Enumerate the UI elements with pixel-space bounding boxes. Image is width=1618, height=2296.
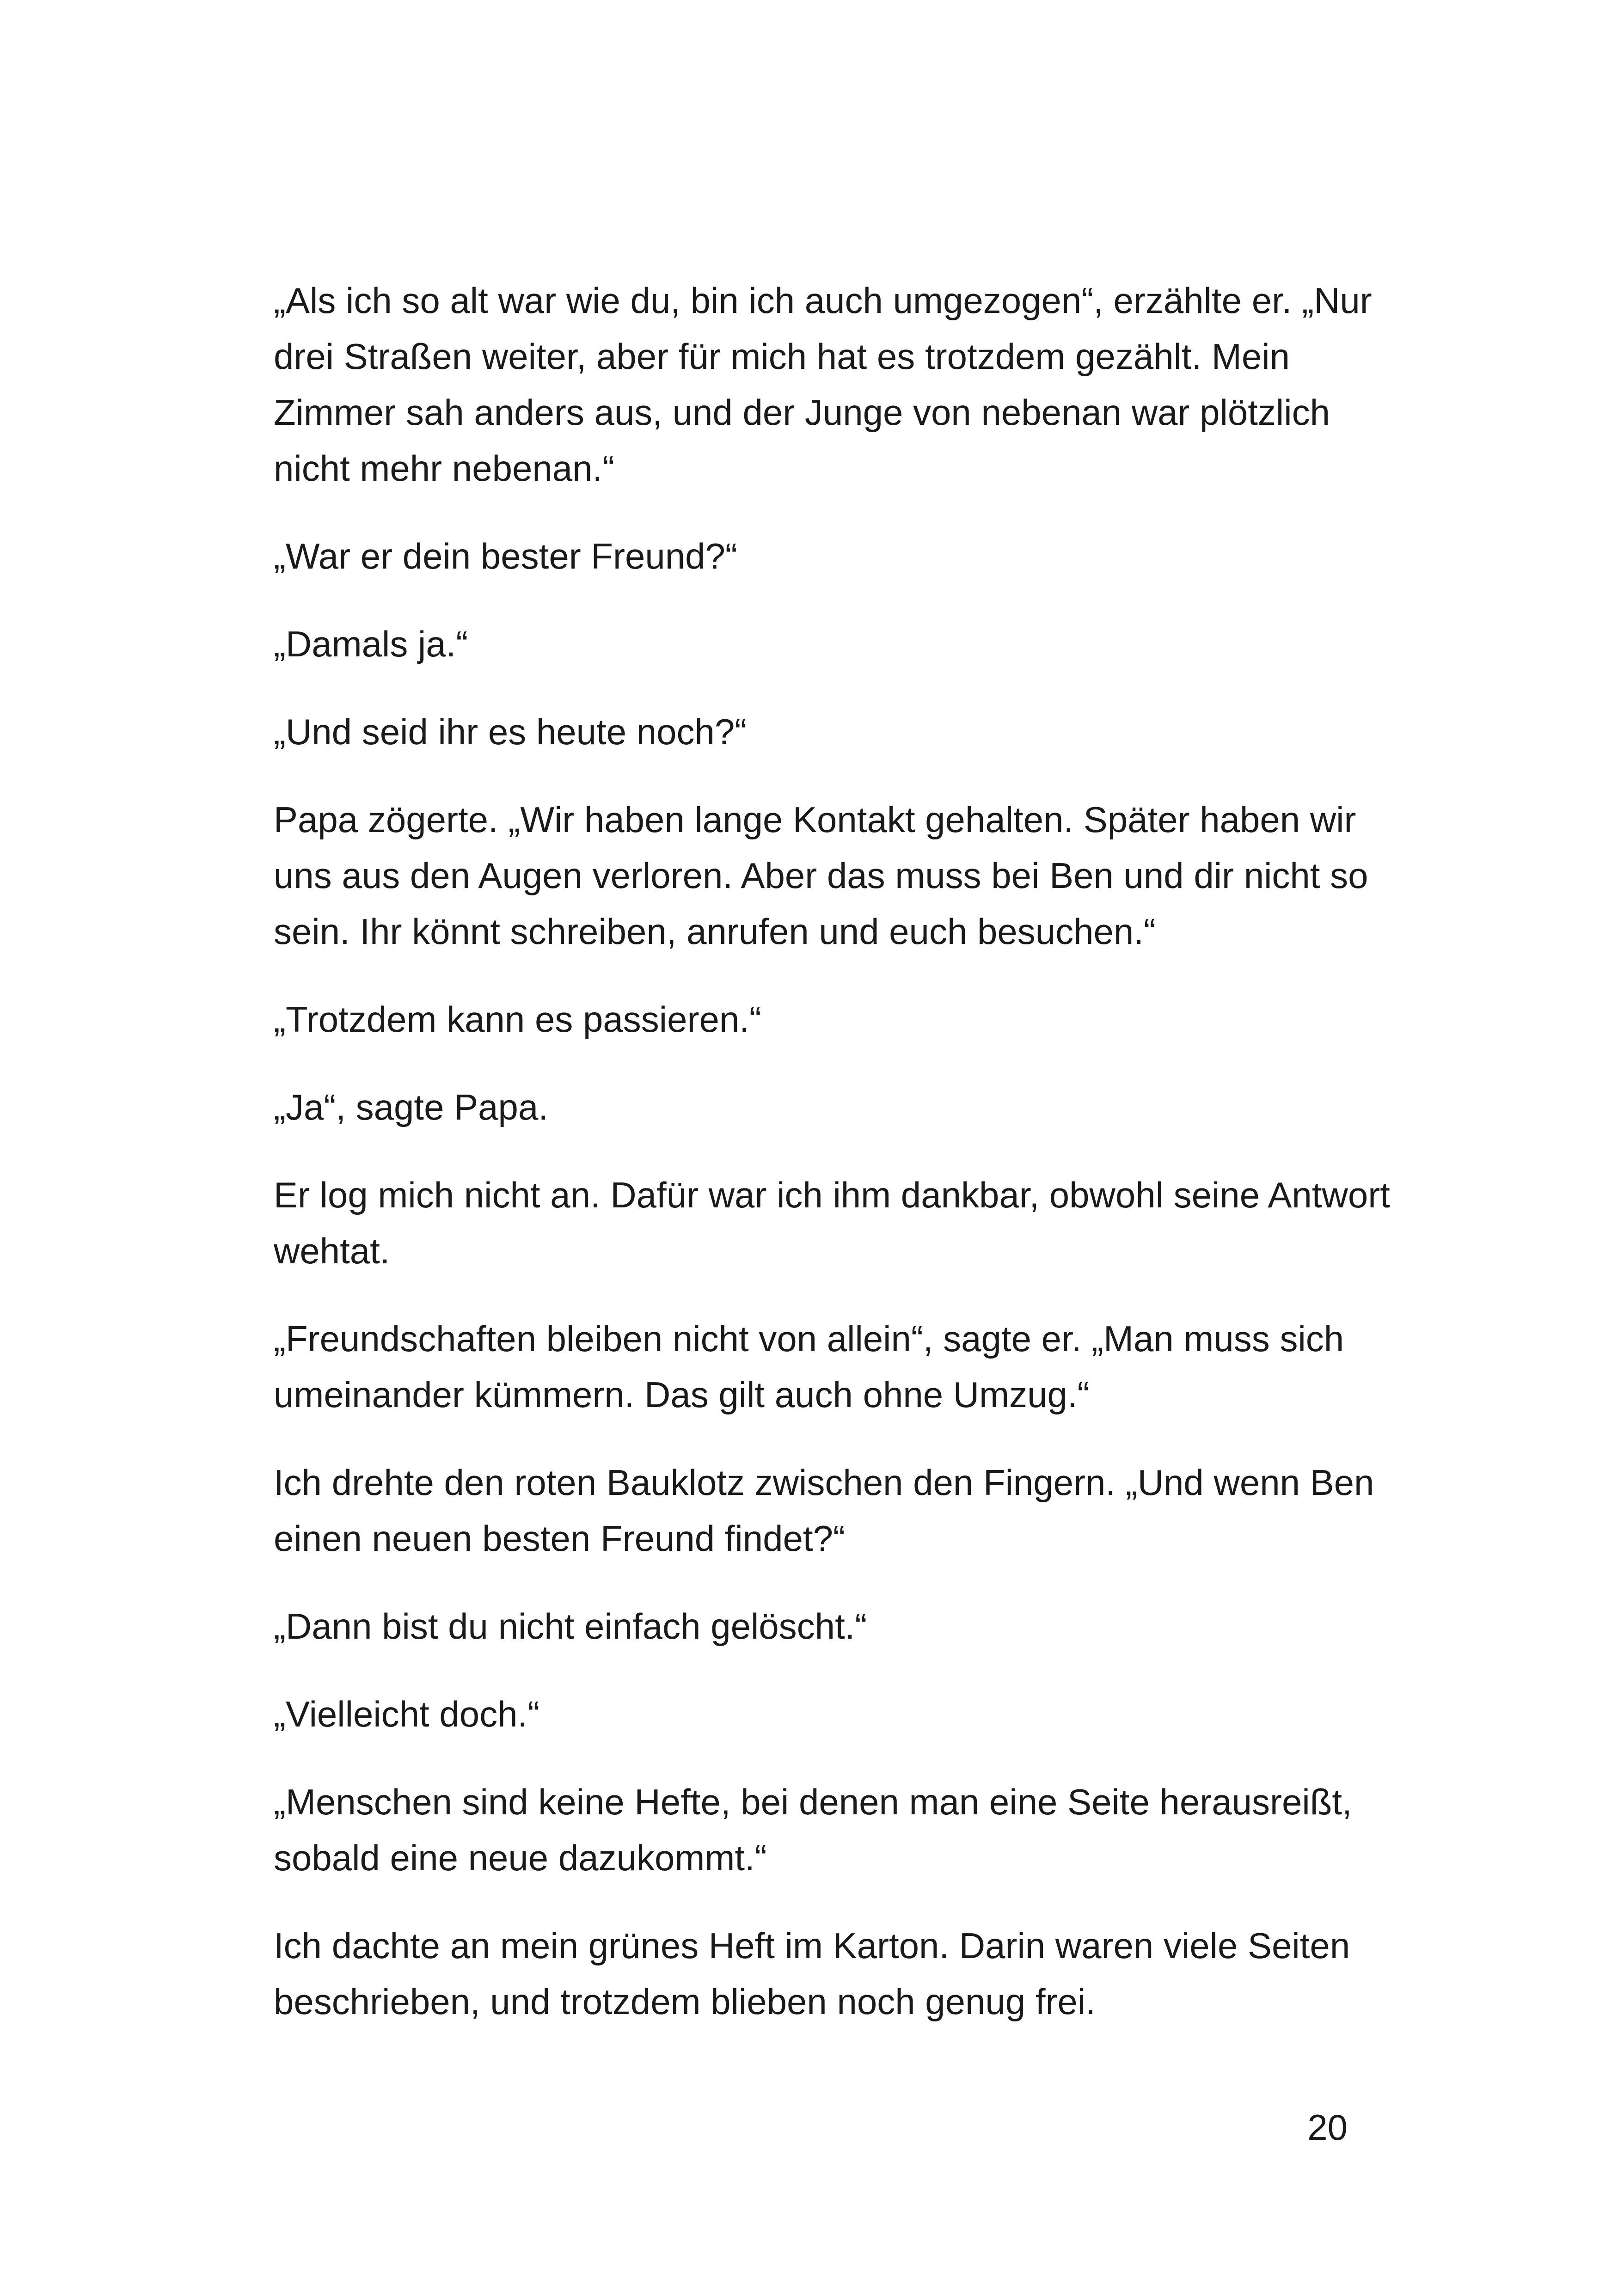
paragraph: „Als ich so alt war wie du, bin ich auch umgezogen“, erzählte er. „Nur drei Straßen weiter, aber für mich hat es trotzdem gezählt. Mein Zimmer sah anders aus, und der Junge von nebenan war plötzlich nicht mehr nebenan.“ (274, 280, 1372, 489)
paragraph: Papa zögerte. „Wir haben lange Kontakt gehalten. Später haben wir uns aus den Augen verloren. Aber das muss bei Ben und dir nicht so sein. Ihr könnt schreiben, anrufen und euch besuchen.“ (274, 799, 1368, 952)
paragraph: „Trotzdem kann es passieren.“ (274, 999, 761, 1040)
paragraph: „Und seid ihr es heute noch?“ (274, 711, 747, 752)
paragraph: Er log mich nicht an. Dafür war ich ihm dankbar, obwohl seine Antwort wehtat. (274, 1175, 1390, 1271)
paragraph: Ich dachte an mein grünes Heft im Karton. Darin waren viele Seiten beschrieben, und trotzdem blieben noch genug frei. (274, 1925, 1350, 2022)
paragraph: Ich drehte den roten Bauklotz zwischen den Fingern. „Und wenn Ben einen neuen besten Freund findet?“ (274, 1462, 1374, 1559)
paragraph: „Damals ja.“ (274, 624, 468, 664)
paragraph: „Freundschaften bleiben nicht von allein“, sagte er. „Man muss sich umeinander kümmern. Das gilt auch ohne Umzug.“ (274, 1318, 1344, 1415)
body-text (274, 273, 1397, 2062)
paragraph: „Menschen sind keine Hefte, bei denen man eine Seite herausreißt, sobald eine neue dazukommt.“ (274, 1782, 1352, 1878)
paragraph: „Dann bist du nicht einfach gelöscht.“ (274, 1606, 867, 1647)
paragraph: „Ja“, sagte Papa. (274, 1087, 548, 1127)
paragraph: „Vielleicht doch.“ (274, 1694, 540, 1734)
paragraph: „War er dein bester Freund?“ (274, 536, 737, 576)
page-number: 20 (1307, 2107, 1348, 2148)
